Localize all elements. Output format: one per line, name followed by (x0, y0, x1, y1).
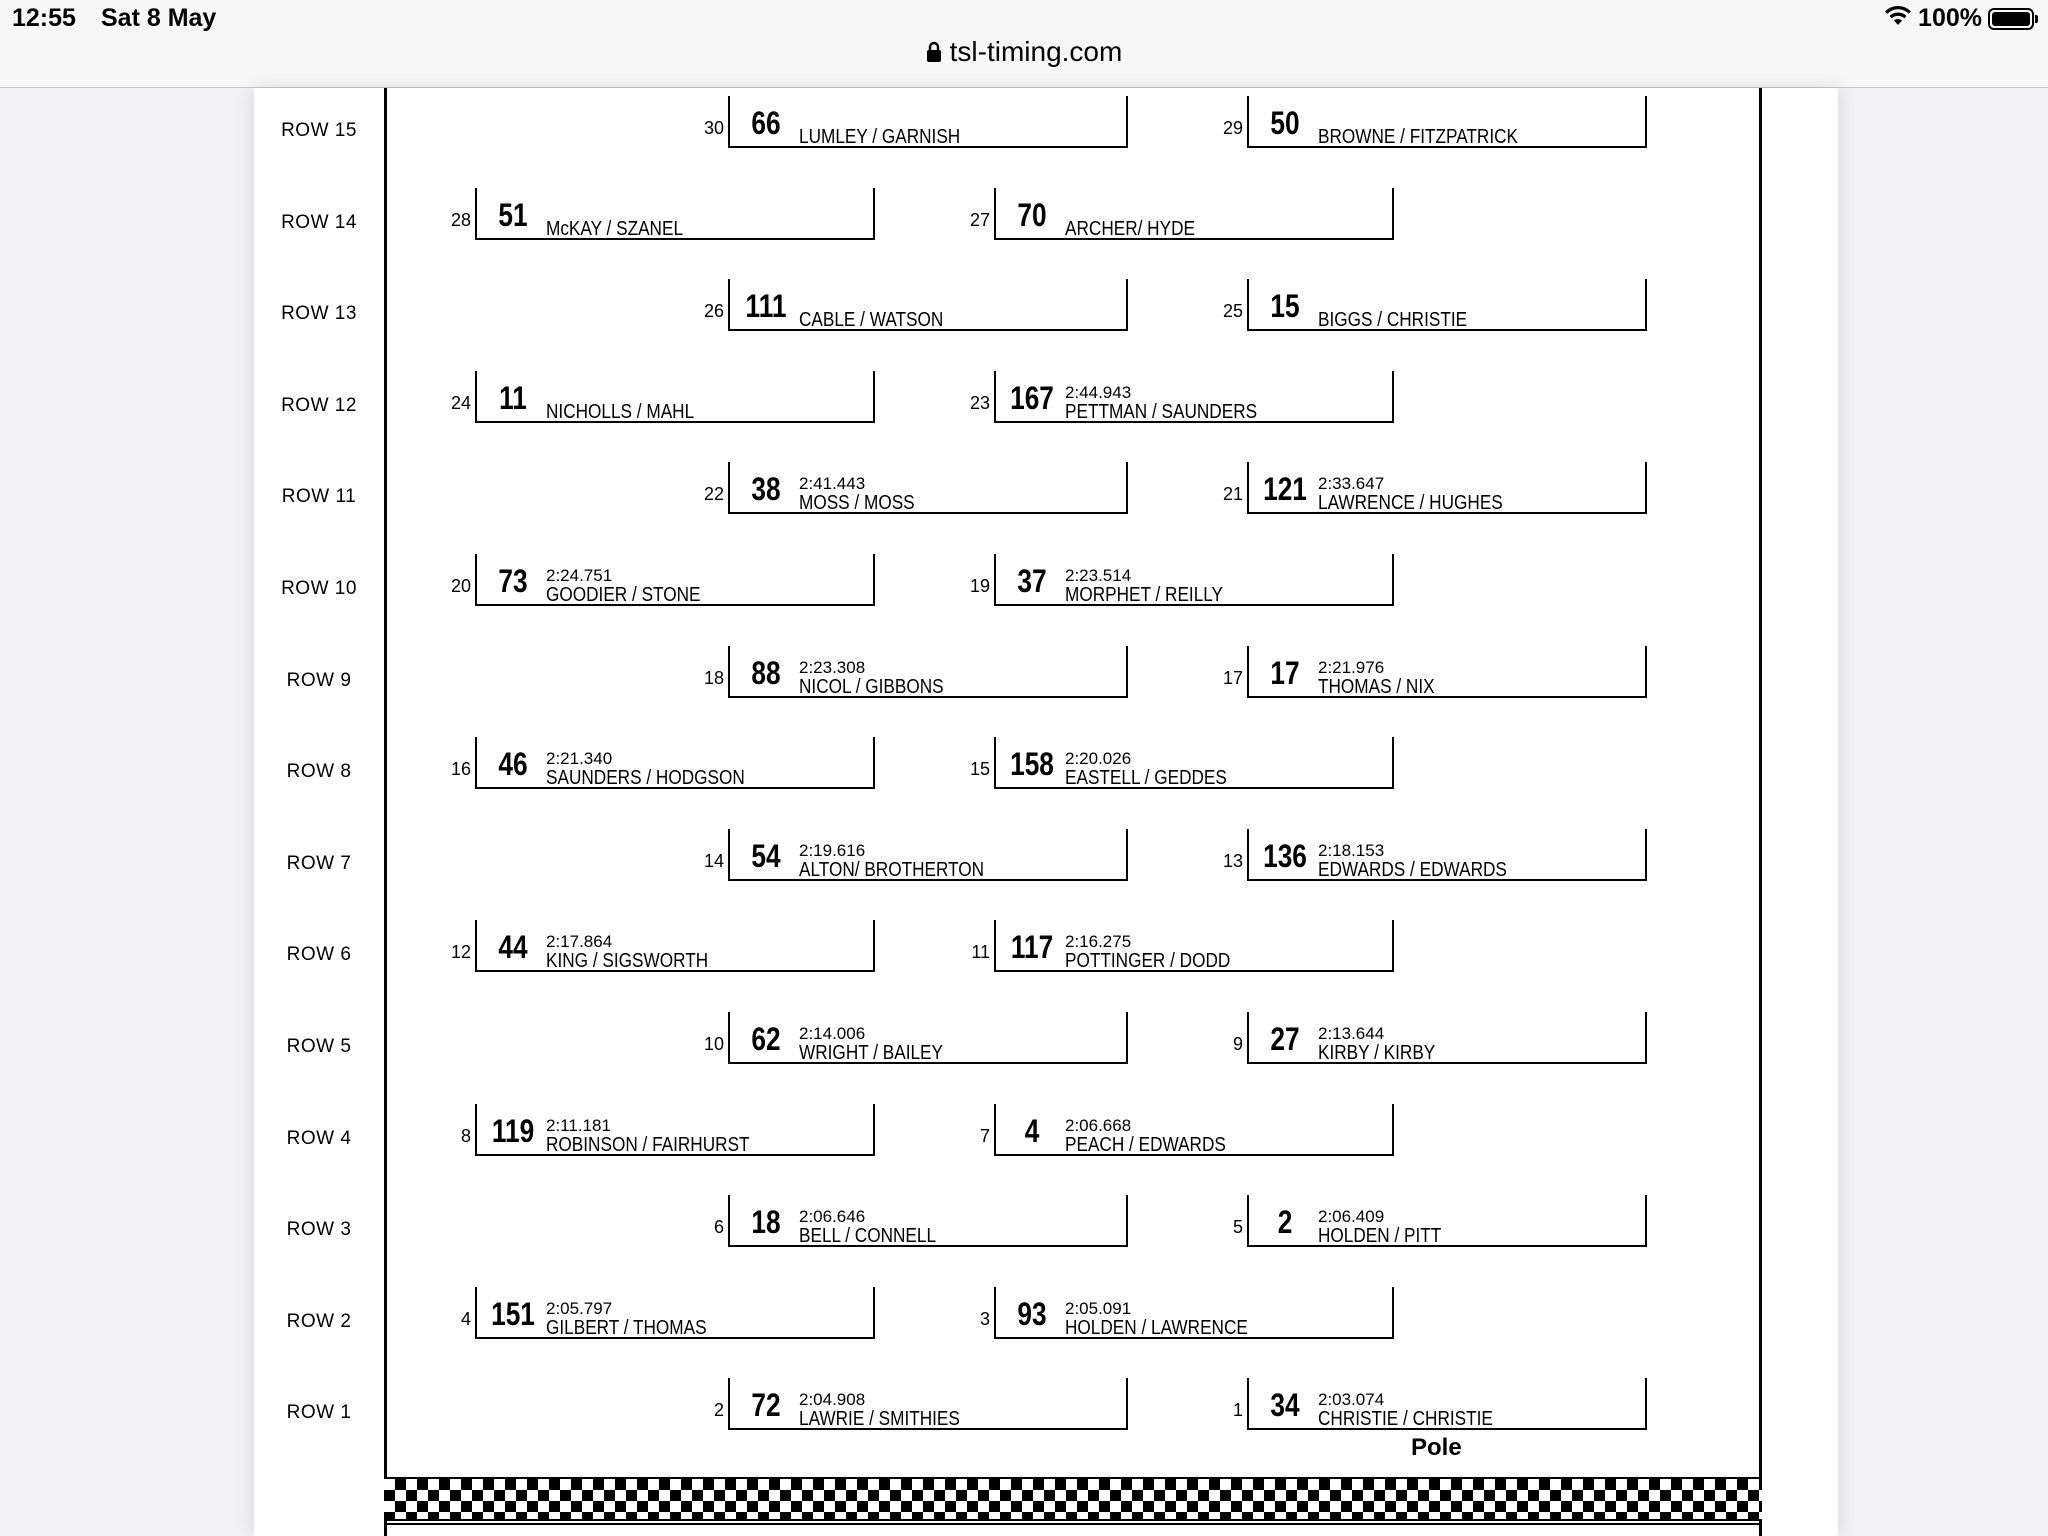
car-number: 70 (1017, 196, 1047, 233)
grid-slot (969, 371, 1394, 423)
grid-row (254, 88, 1838, 180)
car-number: 50 (1270, 105, 1300, 141)
driver-names: NICOL / GIBBONS (799, 675, 944, 698)
row-label: ROW 6 (286, 944, 352, 966)
driver-names: GILBERT / THOMAS (546, 1316, 707, 1339)
driver-names: BROWNE / FITZPATRICK (1318, 126, 1519, 148)
grid-slot (969, 188, 1394, 240)
lap-time: 2:23.308 (799, 657, 866, 677)
grid-slot (1222, 829, 1647, 881)
grid-row (254, 1279, 1838, 1371)
driver-names: HOLDEN / LAWRENCE (1065, 1316, 1248, 1339)
wifi-icon (1884, 5, 1912, 32)
grid-slot (703, 1012, 1128, 1064)
car-number: 136 (1263, 837, 1307, 874)
grid-position: 3 (979, 1308, 990, 1329)
driver-names: LAWRENCE / HUGHES (1318, 492, 1503, 515)
lock-icon (926, 38, 942, 70)
grid-row (254, 912, 1838, 1004)
car-number: 38 (751, 471, 781, 508)
lap-time: 2:24.751 (546, 566, 613, 585)
grid-slot (450, 920, 875, 973)
lap-time: 2:11.181 (546, 1115, 611, 1135)
grid-position: 5 (1232, 1217, 1243, 1238)
grid-position: 16 (450, 759, 471, 780)
car-number: 88 (751, 654, 781, 691)
grid-position: 22 (703, 484, 724, 505)
grid-position: 12 (450, 942, 471, 963)
grid-position: 10 (703, 1034, 724, 1054)
grid-position: 28 (450, 209, 471, 230)
lap-time: 2:06.646 (799, 1207, 866, 1227)
driver-names: PETTMAN / SAUNDERS (1065, 400, 1258, 423)
grid-slot (703, 279, 1128, 332)
grid-position: 11 (971, 942, 990, 963)
driver-names: EDWARDS / EDWARDS (1318, 858, 1507, 881)
url-text: tsl-timing.com (949, 36, 1123, 67)
lap-time: 2:16.275 (1065, 932, 1132, 952)
grid-slot (450, 737, 875, 790)
driver-names: MORPHET / REILLY (1065, 584, 1224, 606)
grid-slot (979, 1104, 1394, 1156)
car-number: 11 (499, 379, 527, 416)
car-number: 18 (751, 1204, 781, 1241)
car-number: 167 (1010, 379, 1054, 416)
car-number: 119 (491, 1112, 535, 1149)
driver-names: BIGGS / CHRISTIE (1318, 309, 1468, 332)
car-number: 117 (1010, 929, 1054, 966)
grid-position: 21 (1222, 484, 1243, 505)
row-label: ROW 5 (286, 1036, 352, 1057)
grid-slot (703, 646, 1128, 698)
row-label: ROW 10 (281, 578, 357, 599)
grid-row (254, 271, 1838, 363)
lap-time: 2:05.091 (1065, 1298, 1132, 1318)
lap-time: 2:33.647 (1318, 474, 1385, 494)
grid-slot (450, 554, 875, 606)
lap-time: 2:17.864 (546, 932, 613, 952)
car-number: 72 (751, 1387, 781, 1424)
car-number: 46 (498, 746, 528, 783)
driver-names: THOMAS / NIX (1318, 675, 1435, 698)
row-label: ROW 4 (286, 1127, 352, 1149)
grid-slot (713, 1195, 1128, 1248)
car-number: 51 (498, 196, 528, 233)
grid-slot (703, 96, 1128, 148)
driver-names: LUMLEY / GARNISH (799, 126, 961, 148)
grid-position: 2 (713, 1400, 724, 1421)
grid-slot (703, 829, 1128, 881)
grid-position: 17 (1222, 667, 1243, 688)
starting-grid (254, 88, 1838, 1536)
row-label: ROW 9 (286, 669, 352, 691)
lap-time: 2:23.514 (1065, 566, 1132, 585)
car-number: 54 (751, 837, 781, 874)
grid-position: 1 (1232, 1400, 1243, 1421)
address-bar[interactable] (0, 36, 2048, 70)
lap-time: 2:03.074 (1318, 1390, 1385, 1410)
grid-slot (460, 1287, 875, 1339)
car-number: 93 (1017, 1295, 1047, 1332)
grid-position: 4 (460, 1308, 471, 1329)
lap-time: 2:14.006 (799, 1024, 866, 1043)
driver-names: BELL / CONNELL (799, 1225, 937, 1248)
grid-row (254, 546, 1838, 638)
driver-names: GOODIER / STONE (546, 584, 701, 606)
row-label: ROW 2 (286, 1310, 352, 1332)
driver-names: PEACH / EDWARDS (1065, 1133, 1226, 1156)
row-label: ROW 13 (281, 303, 357, 325)
grid-slot (713, 1378, 1128, 1431)
lap-time: 2:20.026 (1065, 749, 1132, 769)
grid-row (254, 1187, 1838, 1279)
grid-slot (460, 1104, 875, 1156)
lap-time: 2:41.443 (799, 474, 866, 494)
row-label: ROW 11 (281, 486, 357, 508)
car-number: 66 (751, 105, 781, 141)
row-label: ROW 15 (281, 120, 357, 141)
grid-slot (979, 1287, 1394, 1339)
car-number: 62 (751, 1021, 781, 1057)
row-label: ROW 14 (281, 211, 357, 233)
car-number: 44 (498, 929, 528, 966)
driver-names: McKAY / SZANEL (546, 217, 684, 240)
driver-names: NICHOLLS / MAHL (546, 400, 695, 423)
driver-names: SAUNDERS / HODGSON (546, 767, 745, 790)
lap-time: 2:04.908 (799, 1390, 866, 1410)
status-time: 12:55 (12, 4, 76, 32)
car-number: 121 (1263, 471, 1307, 508)
status-date: Sat 8 May (101, 4, 217, 32)
battery-percentage: 100% (1918, 4, 1982, 32)
grid-position: 30 (703, 118, 724, 138)
grid-row (254, 729, 1838, 821)
car-number: 151 (491, 1295, 535, 1332)
car-number: 17 (1270, 654, 1300, 691)
battery-icon (1988, 8, 2034, 30)
grid-slot (1232, 1195, 1647, 1248)
grid-slot (1232, 1378, 1647, 1431)
lap-time: 2:21.340 (546, 749, 613, 769)
checkered-line (384, 1477, 1762, 1521)
car-number: 158 (1010, 746, 1054, 783)
grid-position: 9 (1232, 1034, 1243, 1054)
car-number: 37 (1017, 563, 1047, 599)
car-number: 27 (1270, 1021, 1300, 1057)
grid-slot (703, 462, 1128, 515)
grid-row (254, 821, 1838, 913)
grid-position: 26 (703, 301, 724, 322)
driver-names: HOLDEN / PITT (1318, 1225, 1442, 1248)
grid-slot (971, 920, 1394, 973)
car-number: 111 (745, 288, 787, 325)
lap-time: 2:18.153 (1318, 840, 1385, 860)
grid-slot (1232, 1012, 1647, 1064)
grid-position: 24 (450, 392, 471, 413)
row-label: ROW 7 (286, 852, 352, 874)
grid-position: 6 (713, 1217, 724, 1238)
grid-position: 20 (450, 576, 471, 596)
driver-names: KING / SIGSWORTH (546, 950, 709, 973)
grid-position: 7 (979, 1125, 990, 1146)
driver-names: EASTELL / GEDDES (1065, 767, 1227, 790)
driver-names: CABLE / WATSON (799, 309, 944, 332)
lap-time: 2:19.616 (799, 840, 866, 860)
row-label: ROW 8 (286, 761, 352, 783)
car-number: 2 (1277, 1204, 1293, 1241)
lap-time: 2:06.409 (1318, 1207, 1385, 1227)
grid-row (254, 454, 1838, 546)
grid-position: 18 (703, 667, 724, 688)
car-number: 15 (1270, 288, 1300, 325)
driver-names: ARCHER/ HYDE (1065, 217, 1195, 240)
grid-row (254, 1004, 1838, 1096)
car-number: 73 (498, 563, 528, 599)
bottom-rule (384, 1523, 1762, 1525)
grid-position: 25 (1222, 301, 1243, 322)
lap-time: 2:44.943 (1065, 382, 1132, 402)
grid-row (254, 1370, 1838, 1462)
lap-time: 2:06.668 (1065, 1115, 1132, 1135)
car-number: 4 (1024, 1112, 1040, 1149)
row-label: ROW 12 (281, 394, 357, 416)
grid-position: 13 (1222, 850, 1243, 871)
driver-names: KIRBY / KIRBY (1318, 1042, 1436, 1064)
grid-row (254, 363, 1838, 455)
lap-time: 2:13.644 (1318, 1024, 1385, 1043)
browser-top-bar (0, 0, 2048, 88)
grid-row (254, 1096, 1838, 1188)
grid-slot (1222, 96, 1647, 148)
row-label: ROW 3 (286, 1219, 352, 1241)
grid-position: 8 (460, 1125, 471, 1146)
grid-slot (450, 371, 875, 423)
row-label: ROW 1 (286, 1402, 352, 1424)
driver-names: WRIGHT / BAILEY (799, 1042, 944, 1064)
grid-row (254, 638, 1838, 730)
grid-document (254, 88, 1838, 1536)
grid-slot (969, 554, 1394, 606)
grid-position: 15 (969, 759, 990, 780)
driver-names: ALTON/ BROTHERTON (799, 858, 985, 881)
car-number: 34 (1270, 1387, 1300, 1424)
grid-slot (450, 188, 875, 240)
grid-slot (969, 737, 1394, 790)
pole-label: Pole (1411, 1434, 1462, 1461)
lap-time: 2:05.797 (546, 1298, 613, 1318)
grid-slot (1222, 462, 1647, 515)
driver-names: CHRISTIE / CHRISTIE (1318, 1408, 1493, 1431)
driver-names: LAWRIE / SMITHIES (799, 1408, 960, 1431)
driver-names: ROBINSON / FAIRHURST (546, 1133, 750, 1156)
grid-position: 23 (969, 392, 990, 413)
driver-names: POTTINGER / DODD (1065, 950, 1231, 973)
grid-slot (1222, 646, 1647, 698)
grid-position: 19 (969, 576, 990, 596)
grid-position: 29 (1222, 118, 1243, 138)
grid-row (254, 180, 1838, 272)
grid-position: 27 (969, 209, 990, 230)
status-indicators (1884, 4, 2034, 33)
grid-position: 14 (703, 850, 724, 871)
grid-slot (1222, 279, 1647, 332)
driver-names: MOSS / MOSS (799, 492, 915, 515)
lap-time: 2:21.976 (1318, 657, 1385, 677)
